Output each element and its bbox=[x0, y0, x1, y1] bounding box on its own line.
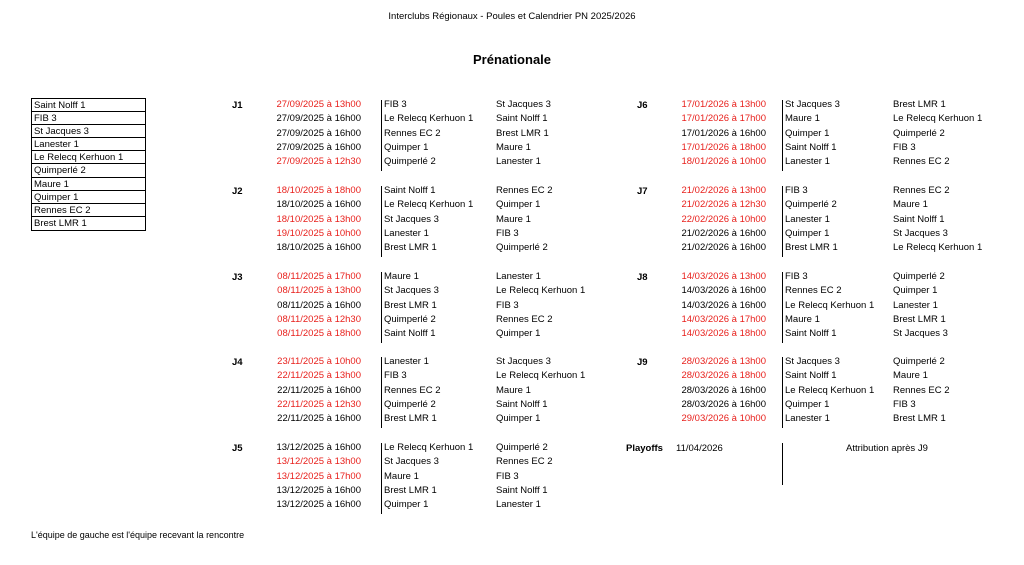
away-team: Quimper 1 bbox=[496, 413, 541, 425]
match-date: 27/09/2025 à 16h00 bbox=[276, 141, 361, 153]
match-date: 13/12/2025 à 17h00 bbox=[276, 470, 361, 482]
team-item: Lanester 1 bbox=[32, 138, 145, 151]
match-row bbox=[232, 355, 632, 369]
match-row bbox=[232, 213, 632, 227]
away-team: Lanester 1 bbox=[496, 156, 541, 168]
home-team: St Jacques 3 bbox=[384, 456, 439, 468]
home-team: Maure 1 bbox=[384, 271, 419, 282]
home-team: Brest LMR 1 bbox=[384, 413, 437, 425]
match-date: 18/01/2026 à 10h00 bbox=[681, 156, 766, 168]
away-team: Rennes EC 2 bbox=[893, 185, 950, 196]
match-row bbox=[232, 227, 632, 241]
match-date: 08/11/2025 à 17h00 bbox=[277, 271, 361, 282]
match-row bbox=[232, 198, 632, 212]
match-row bbox=[637, 369, 1024, 383]
home-team: Lanester 1 bbox=[785, 156, 830, 168]
match-date: 28/03/2026 à 16h00 bbox=[681, 398, 766, 410]
home-team: Saint Nolff 1 bbox=[785, 370, 837, 382]
home-team: FIB 3 bbox=[384, 370, 407, 382]
match-date: 23/11/2025 à 10h00 bbox=[277, 356, 361, 367]
match-row bbox=[232, 398, 632, 412]
away-team: Lanester 1 bbox=[496, 271, 541, 282]
home-team: Rennes EC 2 bbox=[384, 384, 441, 396]
match-row bbox=[637, 299, 1024, 313]
team-item: Quimper 1 bbox=[32, 191, 145, 204]
team-item: Le Relecq Kerhuon 1 bbox=[32, 151, 145, 164]
home-team: Quimper 1 bbox=[384, 499, 429, 511]
playoffs-note: Attribution après J9 bbox=[846, 443, 928, 454]
match-date: 28/03/2026 à 18h00 bbox=[681, 370, 766, 382]
round-j1 bbox=[232, 100, 632, 172]
away-team: Rennes EC 2 bbox=[893, 384, 950, 396]
match-row bbox=[232, 98, 632, 112]
away-team: Brest LMR 1 bbox=[893, 99, 946, 110]
home-team: Saint Nolff 1 bbox=[785, 328, 837, 340]
home-team: Lanester 1 bbox=[384, 356, 429, 367]
away-team: St Jacques 3 bbox=[496, 99, 551, 110]
match-date: 08/11/2025 à 18h00 bbox=[277, 328, 361, 340]
team-item: St Jacques 3 bbox=[32, 125, 145, 138]
teams-list bbox=[31, 98, 146, 231]
match-date: 14/03/2026 à 16h00 bbox=[681, 285, 766, 297]
match-date: 14/03/2026 à 13h00 bbox=[681, 271, 766, 282]
match-row bbox=[637, 355, 1024, 369]
match-date: 13/12/2025 à 16h00 bbox=[276, 499, 361, 511]
match-row bbox=[232, 369, 632, 383]
round-label: J8 bbox=[637, 272, 648, 283]
home-team: Brest LMR 1 bbox=[785, 242, 838, 254]
away-team: FIB 3 bbox=[496, 470, 519, 482]
home-team: St Jacques 3 bbox=[785, 99, 840, 110]
match-date: 14/03/2026 à 18h00 bbox=[681, 328, 766, 340]
away-team: Rennes EC 2 bbox=[496, 185, 553, 196]
team-item: Saint Nolff 1 bbox=[32, 99, 145, 112]
footnote: L'équipe de gauche est l'équipe recevant la rencontre bbox=[31, 530, 245, 540]
match-row bbox=[637, 313, 1024, 327]
match-date: 27/09/2025 à 13h00 bbox=[276, 99, 361, 110]
home-team: Maure 1 bbox=[785, 113, 820, 125]
round-j9 bbox=[637, 357, 1024, 429]
match-date: 17/01/2026 à 16h00 bbox=[681, 127, 766, 139]
round-label: J2 bbox=[232, 186, 243, 197]
away-team: Maure 1 bbox=[893, 199, 928, 211]
away-team: Quimperlé 2 bbox=[496, 442, 548, 453]
away-team: Maure 1 bbox=[893, 370, 928, 382]
match-row bbox=[232, 284, 632, 298]
match-date: 28/03/2026 à 16h00 bbox=[681, 384, 766, 396]
away-team: Quimperlé 2 bbox=[893, 356, 945, 367]
away-team: Saint Nolff 1 bbox=[496, 113, 548, 125]
away-team: Le Relecq Kerhuon 1 bbox=[496, 370, 586, 382]
team-item: Maure 1 bbox=[32, 178, 145, 191]
match-row bbox=[232, 412, 632, 426]
home-team: Saint Nolff 1 bbox=[384, 185, 436, 196]
home-team: FIB 3 bbox=[384, 99, 407, 110]
round-label: J6 bbox=[637, 100, 648, 111]
match-date: 14/03/2026 à 16h00 bbox=[681, 299, 766, 311]
match-row bbox=[232, 241, 632, 255]
match-row bbox=[232, 112, 632, 126]
away-team: Maure 1 bbox=[496, 213, 531, 225]
match-row bbox=[637, 284, 1024, 298]
match-date: 22/11/2025 à 12h30 bbox=[277, 398, 361, 410]
match-row bbox=[232, 155, 632, 169]
home-team: Saint Nolff 1 bbox=[384, 328, 436, 340]
match-row bbox=[232, 270, 632, 284]
away-team: Saint Nolff 1 bbox=[893, 213, 945, 225]
match-date: 18/10/2025 à 18h00 bbox=[276, 185, 361, 196]
round-j6 bbox=[637, 100, 1024, 172]
round-label: J9 bbox=[637, 357, 648, 368]
match-row bbox=[637, 270, 1024, 284]
away-team: Rennes EC 2 bbox=[496, 313, 553, 325]
away-team: St Jacques 3 bbox=[496, 356, 551, 367]
match-date: 17/01/2026 à 17h00 bbox=[681, 113, 766, 125]
match-date: 13/12/2025 à 16h00 bbox=[276, 442, 361, 453]
match-date: 22/11/2025 à 13h00 bbox=[277, 370, 361, 382]
home-team: Maure 1 bbox=[384, 470, 419, 482]
home-team: Rennes EC 2 bbox=[384, 127, 441, 139]
match-date: 22/02/2026 à 10h00 bbox=[681, 213, 766, 225]
home-team: Maure 1 bbox=[785, 313, 820, 325]
away-team: Rennes EC 2 bbox=[496, 456, 553, 468]
away-team: Lanester 1 bbox=[893, 299, 938, 311]
match-row bbox=[232, 484, 632, 498]
home-team: Le Relecq Kerhuon 1 bbox=[384, 199, 474, 211]
match-date: 08/11/2025 à 16h00 bbox=[277, 299, 361, 311]
away-team: Brest LMR 1 bbox=[496, 127, 549, 139]
page-title: Prénationale bbox=[472, 52, 552, 67]
away-team: Saint Nolff 1 bbox=[496, 484, 548, 496]
match-date: 21/02/2026 à 16h00 bbox=[681, 242, 766, 254]
away-team: Quimper 1 bbox=[496, 328, 541, 340]
home-team: St Jacques 3 bbox=[785, 356, 840, 367]
match-row bbox=[232, 313, 632, 327]
away-team: Quimperlé 2 bbox=[893, 271, 945, 282]
away-team: Quimperlé 2 bbox=[496, 242, 548, 254]
round-j5 bbox=[232, 443, 632, 515]
home-team: Lanester 1 bbox=[785, 413, 830, 425]
match-date: 28/03/2026 à 13h00 bbox=[681, 356, 766, 367]
away-team: Saint Nolff 1 bbox=[496, 398, 548, 410]
match-date: 27/09/2025 à 16h00 bbox=[276, 113, 361, 125]
team-item: Quimperlé 2 bbox=[32, 164, 145, 177]
match-date: 08/11/2025 à 12h30 bbox=[277, 313, 361, 325]
match-date: 27/09/2025 à 16h00 bbox=[276, 127, 361, 139]
match-row bbox=[232, 127, 632, 141]
away-team: FIB 3 bbox=[893, 141, 916, 153]
away-team: Quimperlé 2 bbox=[893, 127, 945, 139]
home-team: Quimper 1 bbox=[384, 141, 429, 153]
round-label: J3 bbox=[232, 272, 243, 283]
away-team: St Jacques 3 bbox=[893, 227, 948, 239]
home-team: Le Relecq Kerhuon 1 bbox=[785, 384, 875, 396]
match-row bbox=[232, 327, 632, 341]
match-date: 18/10/2025 à 16h00 bbox=[276, 242, 361, 254]
home-team: Lanester 1 bbox=[785, 213, 830, 225]
match-date: 18/10/2025 à 13h00 bbox=[276, 213, 361, 225]
match-row bbox=[637, 398, 1024, 412]
round-label: J1 bbox=[232, 100, 243, 111]
match-row bbox=[232, 441, 632, 455]
match-row bbox=[637, 155, 1024, 169]
home-team: Brest LMR 1 bbox=[384, 242, 437, 254]
round-j2 bbox=[232, 186, 632, 258]
match-date: 17/01/2026 à 13h00 bbox=[681, 99, 766, 110]
round-j4 bbox=[232, 357, 632, 429]
home-team: Saint Nolff 1 bbox=[785, 141, 837, 153]
playoffs-date: 11/04/2026 bbox=[676, 443, 723, 454]
match-date: 21/02/2026 à 13h00 bbox=[681, 185, 766, 196]
match-row bbox=[232, 455, 632, 469]
match-date: 08/11/2025 à 13h00 bbox=[277, 285, 361, 297]
match-date: 22/11/2025 à 16h00 bbox=[277, 413, 361, 425]
match-row bbox=[637, 127, 1024, 141]
home-team: Le Relecq Kerhuon 1 bbox=[384, 113, 474, 125]
home-team: FIB 3 bbox=[785, 185, 808, 196]
match-row bbox=[232, 498, 632, 512]
away-team: FIB 3 bbox=[496, 227, 519, 239]
match-row bbox=[232, 384, 632, 398]
away-team: FIB 3 bbox=[893, 398, 916, 410]
away-team: Rennes EC 2 bbox=[893, 156, 950, 168]
away-team: St Jacques 3 bbox=[893, 328, 948, 340]
document-header-title: Interclubs Régionaux - Poules et Calendrier PN 2025/2026 bbox=[388, 11, 636, 22]
home-team: Quimperlé 2 bbox=[384, 313, 436, 325]
home-team: St Jacques 3 bbox=[384, 285, 439, 297]
away-team: Lanester 1 bbox=[496, 499, 541, 511]
match-date: 13/12/2025 à 16h00 bbox=[276, 484, 361, 496]
match-date: 21/02/2026 à 12h30 bbox=[681, 199, 766, 211]
match-row bbox=[637, 198, 1024, 212]
team-item: Rennes EC 2 bbox=[32, 204, 145, 217]
home-team: Quimper 1 bbox=[785, 398, 830, 410]
round-j8 bbox=[637, 272, 1024, 344]
home-team: Le Relecq Kerhuon 1 bbox=[785, 299, 875, 311]
away-team: Maure 1 bbox=[496, 141, 531, 153]
away-team: Quimper 1 bbox=[893, 285, 938, 297]
home-team: Brest LMR 1 bbox=[384, 299, 437, 311]
match-row bbox=[637, 213, 1024, 227]
match-date: 21/02/2026 à 16h00 bbox=[681, 227, 766, 239]
playoffs-section bbox=[626, 443, 986, 488]
away-team: FIB 3 bbox=[496, 299, 519, 311]
match-date: 17/01/2026 à 18h00 bbox=[681, 141, 766, 153]
match-row bbox=[637, 241, 1024, 255]
match-date: 13/12/2025 à 13h00 bbox=[276, 456, 361, 468]
match-row bbox=[232, 299, 632, 313]
round-label: J7 bbox=[637, 186, 648, 197]
match-row bbox=[232, 470, 632, 484]
away-team: Maure 1 bbox=[496, 384, 531, 396]
home-team: Quimperlé 2 bbox=[384, 398, 436, 410]
home-team: FIB 3 bbox=[785, 271, 808, 282]
home-team: Le Relecq Kerhuon 1 bbox=[384, 442, 474, 453]
match-row bbox=[232, 184, 632, 198]
home-team: Quimperlé 2 bbox=[384, 156, 436, 168]
playoffs-label: Playoffs bbox=[626, 443, 663, 454]
round-j3 bbox=[232, 272, 632, 344]
match-date: 22/11/2025 à 16h00 bbox=[277, 384, 361, 396]
home-team: Quimper 1 bbox=[785, 227, 830, 239]
match-date: 27/09/2025 à 12h30 bbox=[276, 156, 361, 168]
home-team: Quimperlé 2 bbox=[785, 199, 837, 211]
match-row bbox=[637, 412, 1024, 426]
away-team: Brest LMR 1 bbox=[893, 313, 946, 325]
match-date: 19/10/2025 à 10h00 bbox=[276, 227, 361, 239]
match-date: 14/03/2026 à 17h00 bbox=[681, 313, 766, 325]
away-team: Le Relecq Kerhuon 1 bbox=[496, 285, 586, 297]
home-team: Rennes EC 2 bbox=[785, 285, 842, 297]
match-row bbox=[637, 227, 1024, 241]
away-team: Le Relecq Kerhuon 1 bbox=[893, 113, 983, 125]
match-row bbox=[637, 184, 1024, 198]
home-team: St Jacques 3 bbox=[384, 213, 439, 225]
home-team: Lanester 1 bbox=[384, 227, 429, 239]
match-date: 29/03/2026 à 10h00 bbox=[681, 413, 766, 425]
round-j7 bbox=[637, 186, 1024, 258]
away-team: Le Relecq Kerhuon 1 bbox=[893, 242, 983, 254]
round-label: J5 bbox=[232, 443, 243, 454]
match-row bbox=[637, 98, 1024, 112]
away-team: Brest LMR 1 bbox=[893, 413, 946, 425]
team-item: FIB 3 bbox=[32, 112, 145, 125]
home-team: Quimper 1 bbox=[785, 127, 830, 139]
match-row bbox=[637, 327, 1024, 341]
playoffs-divider bbox=[782, 443, 783, 485]
round-label: J4 bbox=[232, 357, 243, 368]
match-row bbox=[637, 141, 1024, 155]
match-row bbox=[637, 112, 1024, 126]
away-team: Quimper 1 bbox=[496, 199, 541, 211]
match-row bbox=[637, 384, 1024, 398]
match-date: 18/10/2025 à 16h00 bbox=[276, 199, 361, 211]
home-team: Brest LMR 1 bbox=[384, 484, 437, 496]
team-item: Brest LMR 1 bbox=[34, 217, 87, 229]
match-row bbox=[232, 141, 632, 155]
